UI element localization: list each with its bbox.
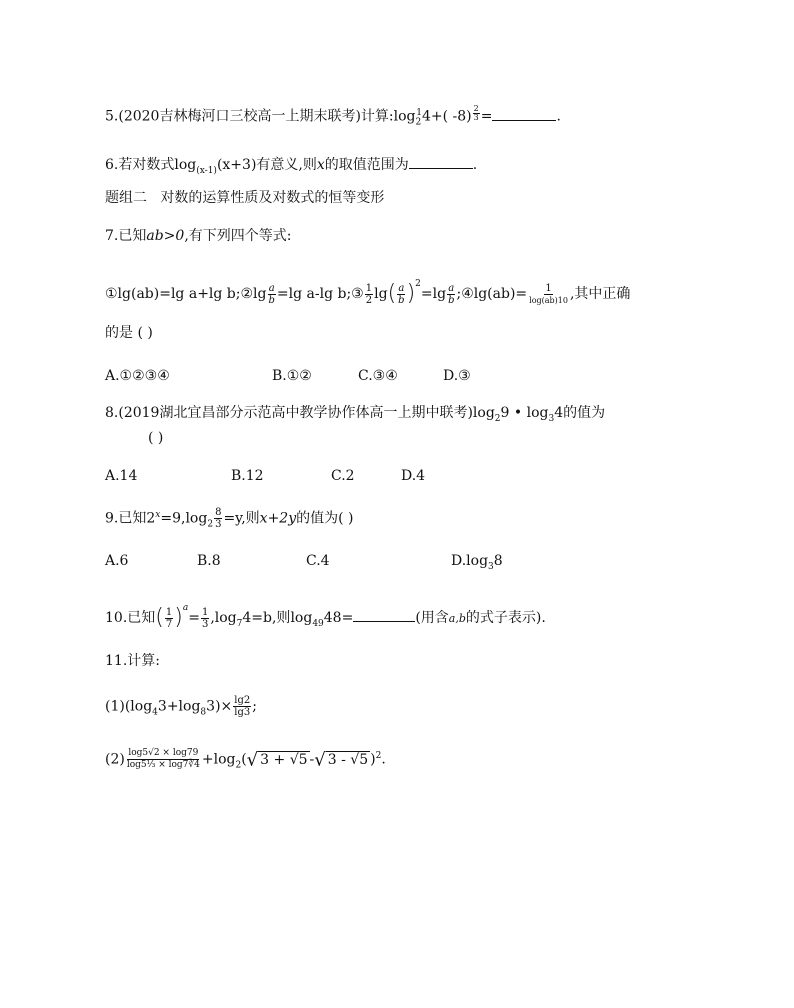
q11-p2d: ) — [370, 751, 376, 768]
q5-source: (2020吉林梅河口三校高一上期末联考) — [118, 108, 361, 125]
q5-log-base: 2 — [415, 117, 422, 128]
q8-paren: ( ) — [148, 430, 164, 446]
q9-option-b[interactable]: B.8 — [197, 553, 221, 569]
q11-p2c: ( — [241, 751, 247, 768]
q11-p2-minus: - — [309, 751, 315, 768]
q8-option-d[interactable]: D.4 — [401, 468, 426, 484]
q7-tail: 的是 ( ) — [105, 325, 153, 341]
q8-number: 8. — [105, 405, 119, 421]
q9-option-d-arg: 8 — [493, 553, 503, 569]
q9-frac-num: 8 — [215, 507, 222, 519]
q5-number: 5. — [105, 108, 119, 125]
q9-option-a[interactable]: A.6 — [105, 553, 129, 569]
q7-s3-den: 2 — [365, 294, 373, 306]
q7-s4-den: log(ab)10 — [529, 295, 568, 305]
q11-p1-den: lg3 — [234, 707, 251, 718]
q7-s3-eq: =lg — [420, 286, 447, 302]
q10-frac-den: 7 — [165, 618, 173, 630]
q5-lead: 计算: — [360, 108, 394, 125]
q11-p2-sub: 2 — [235, 760, 242, 771]
q10-answer-blank[interactable] — [353, 607, 415, 622]
q6-text-b: 有意义,则 — [256, 157, 317, 173]
q8-source: (2019湖北宜昌部分示范高中教学协作体高一上期中联考) — [118, 405, 473, 421]
q7-s2-den: b — [268, 294, 275, 306]
q5-log: log — [393, 108, 416, 125]
q10-sub1: 7 — [236, 618, 243, 629]
q7-stem-b: ,有下列四个等式: — [184, 228, 292, 244]
q10-sub2: 49 — [312, 618, 324, 629]
q6-end: . — [472, 157, 478, 173]
sqrt-icon: √ — [246, 749, 259, 771]
q7-s3-inner-frac — [397, 283, 405, 306]
q7-option-b[interactable]: B.①② — [272, 368, 312, 384]
q7-option-d[interactable]: D.③ — [443, 368, 471, 384]
q5-answer-blank[interactable] — [492, 106, 556, 121]
q10-mid2: 4=b,则 — [242, 610, 291, 626]
q7-s3-end: ; — [456, 286, 462, 302]
q11-p2-r2: 3 - √5 — [327, 751, 369, 768]
q8-expr-b: 4 — [554, 405, 564, 421]
q11-p2-den: log5⅓ × log7∛4 — [126, 760, 200, 771]
question-9 — [105, 505, 354, 534]
q5-end: . — [556, 108, 561, 125]
q11-p1-sub2: 8 — [200, 707, 207, 718]
question-6 — [105, 154, 477, 181]
q7-s4-num: 1 — [545, 282, 552, 294]
q11-p1-num: lg2 — [234, 695, 251, 706]
q6-number: 6. — [105, 157, 119, 173]
q7-s3-lg: lg — [374, 286, 388, 302]
q9-text: 的值为 — [296, 510, 339, 527]
q9-number: 9. — [105, 510, 119, 527]
q8-sub-a: 2 — [494, 413, 501, 424]
q7-s3-right-frac — [447, 283, 455, 306]
q11-part-1 — [105, 695, 257, 722]
q7-statement-4a: ④lg(ab)= — [461, 286, 528, 302]
q10-r-num: 1 — [201, 606, 209, 618]
q7-option-c[interactable]: C.③④ — [358, 368, 398, 384]
q11-p1a: (1)(log — [105, 698, 153, 715]
q8-sub-b: 3 — [548, 413, 555, 424]
q10-paren: (用含 — [415, 610, 449, 626]
q9-option-d-log: D.log — [451, 553, 489, 569]
q6-log: log — [174, 157, 197, 173]
group-2-subtitle: 对数的运算性质及对数式的恒等变形 — [160, 190, 385, 206]
q7-s2-num: a — [268, 282, 275, 294]
q7-stem-a: 已知 — [118, 228, 147, 244]
q7-s3-r-den: b — [448, 294, 455, 306]
q6-answer-blank[interactable] — [409, 154, 473, 169]
q11-p1-frac — [233, 695, 251, 718]
q9-stem-a: 已知 — [118, 510, 147, 527]
q9-option-c[interactable]: C.4 — [306, 553, 330, 569]
q7-statement-1: ①lg(ab)=lg a+lg b; — [105, 286, 241, 302]
q9-option-d[interactable] — [451, 551, 503, 577]
q9-option-d-sub: 3 — [488, 561, 494, 572]
q11-p2b: +log — [201, 751, 236, 768]
q5-log-sup: 1 — [416, 108, 422, 118]
q7-s3-exp: 2 — [415, 279, 421, 289]
q7-s2-frac — [268, 283, 276, 306]
q8-option-b[interactable]: B.12 — [231, 468, 264, 484]
q11-number: 11. — [105, 653, 128, 669]
q5-eq: = — [480, 108, 493, 125]
q8-option-c[interactable]: C.2 — [331, 468, 355, 484]
q11-p1c: 3)× — [206, 698, 233, 715]
q10-stem-a: 已知 — [127, 610, 156, 626]
q10-vars: a,b — [448, 612, 466, 625]
q11-part-2 — [105, 746, 386, 775]
question-7-tail — [105, 323, 153, 343]
q9-frac — [214, 507, 222, 530]
q8-text: 的值为 — [563, 405, 606, 421]
q10-eq1: = — [188, 610, 200, 626]
q7-option-a[interactable]: A.①②③④ — [105, 368, 170, 384]
q9-log-sub: 2 — [207, 519, 214, 530]
q8-option-a[interactable]: A.14 — [105, 468, 138, 484]
q9-expr: x+2y — [259, 510, 297, 527]
question-7-stem — [105, 226, 291, 246]
q6-log-base: (x-1) — [196, 165, 217, 176]
q10-mid3: 48= — [323, 610, 354, 626]
q7-statement-2a: ②lg — [240, 286, 267, 302]
q5-exp-num: 2 — [473, 103, 479, 113]
q5-exponent — [473, 105, 480, 122]
q8-mid: 9 • log — [500, 405, 549, 421]
question-8 — [105, 403, 605, 429]
question-5 — [105, 103, 561, 132]
q7-number: 7. — [105, 228, 119, 244]
q11-stem: 计算: — [127, 653, 160, 669]
q9-exp: x — [155, 510, 161, 520]
q7-statement-2b: =lg a-lg b; — [276, 286, 352, 302]
q11-p1-sub1: 4 — [152, 707, 158, 718]
q11-p1b: 3+log — [157, 698, 201, 715]
question-11 — [105, 651, 160, 671]
q6-var: x — [316, 157, 325, 173]
q11-p2-num: log5√2 × log79 — [128, 748, 199, 759]
sqrt-icon: √ — [314, 749, 326, 771]
q11-p2-r1: 3 + √5 — [260, 751, 308, 768]
question-10: 10.已知( $\frac{1}{7}$ )$^a$= $\frac{1}{3}$ $,\log_74=b$,则$\log_{49}48=$ (用含a,b的式子表示). — [105, 603, 546, 630]
q10-right-frac — [201, 607, 209, 630]
q10-log: log — [290, 610, 313, 626]
q6-text-a: 若对数式 — [118, 157, 175, 173]
q10-frac-num: 1 — [165, 606, 173, 618]
q9-base: 2 — [146, 510, 156, 527]
q10-tail: 的式子表示). — [465, 610, 546, 626]
q9-eq2: =y,则 — [223, 510, 260, 527]
q10-r-den: 3 — [201, 618, 209, 630]
q10-number: 10. — [105, 610, 128, 626]
q7-s3-half — [365, 283, 373, 306]
q7-s3-in-num: a — [398, 282, 405, 294]
q7-statement-3a: ③ — [351, 286, 364, 302]
q7-s3-num: 1 — [365, 282, 373, 294]
q5-exp-den: 3 — [473, 112, 479, 122]
q7-s3-in-den: b — [398, 294, 405, 306]
q8-log-a: log — [472, 405, 495, 421]
q5-expr-rest: 4+( -8) — [421, 108, 472, 125]
q11-p2-frac — [126, 748, 201, 771]
q7-s4-frac — [528, 283, 569, 306]
q11-p1d: ; — [252, 698, 257, 715]
q11-p2-exp: 2 — [375, 751, 382, 761]
group-2-heading — [105, 188, 384, 208]
q10-exp: a — [182, 603, 189, 613]
q6-arg: (x+3) — [216, 157, 257, 173]
q10-mid: ,log — [210, 610, 237, 626]
q9-paren: ( ) — [338, 510, 354, 527]
q7-statement-4b: ,其中正确 — [569, 286, 631, 302]
question-7-statements: ①lg(ab)=lg a+lg b;②lg $\frac{a}{b}$ =lg a-lg b;③ $\frac{1}{2}$ lg( $\frac{a}{b}$ )$^2$=lg $\frac{a}{b}$ ;④lg(ab)= $\frac{1}{\log(ab)10}$ ,其中正确 — [105, 279, 631, 306]
q7-s3-r-num: a — [448, 282, 455, 294]
q10-frac — [165, 607, 173, 630]
q11-p2a: (2) — [105, 751, 125, 768]
q7-cond: ab>0 — [146, 228, 185, 244]
q9-eq1: =9,log — [160, 510, 208, 527]
q11-p2e: . — [381, 751, 386, 768]
q6-text-c: 的取值范围为 — [324, 157, 409, 173]
group-2-title: 题组二 — [105, 190, 147, 206]
q9-frac-den: 3 — [215, 519, 222, 531]
